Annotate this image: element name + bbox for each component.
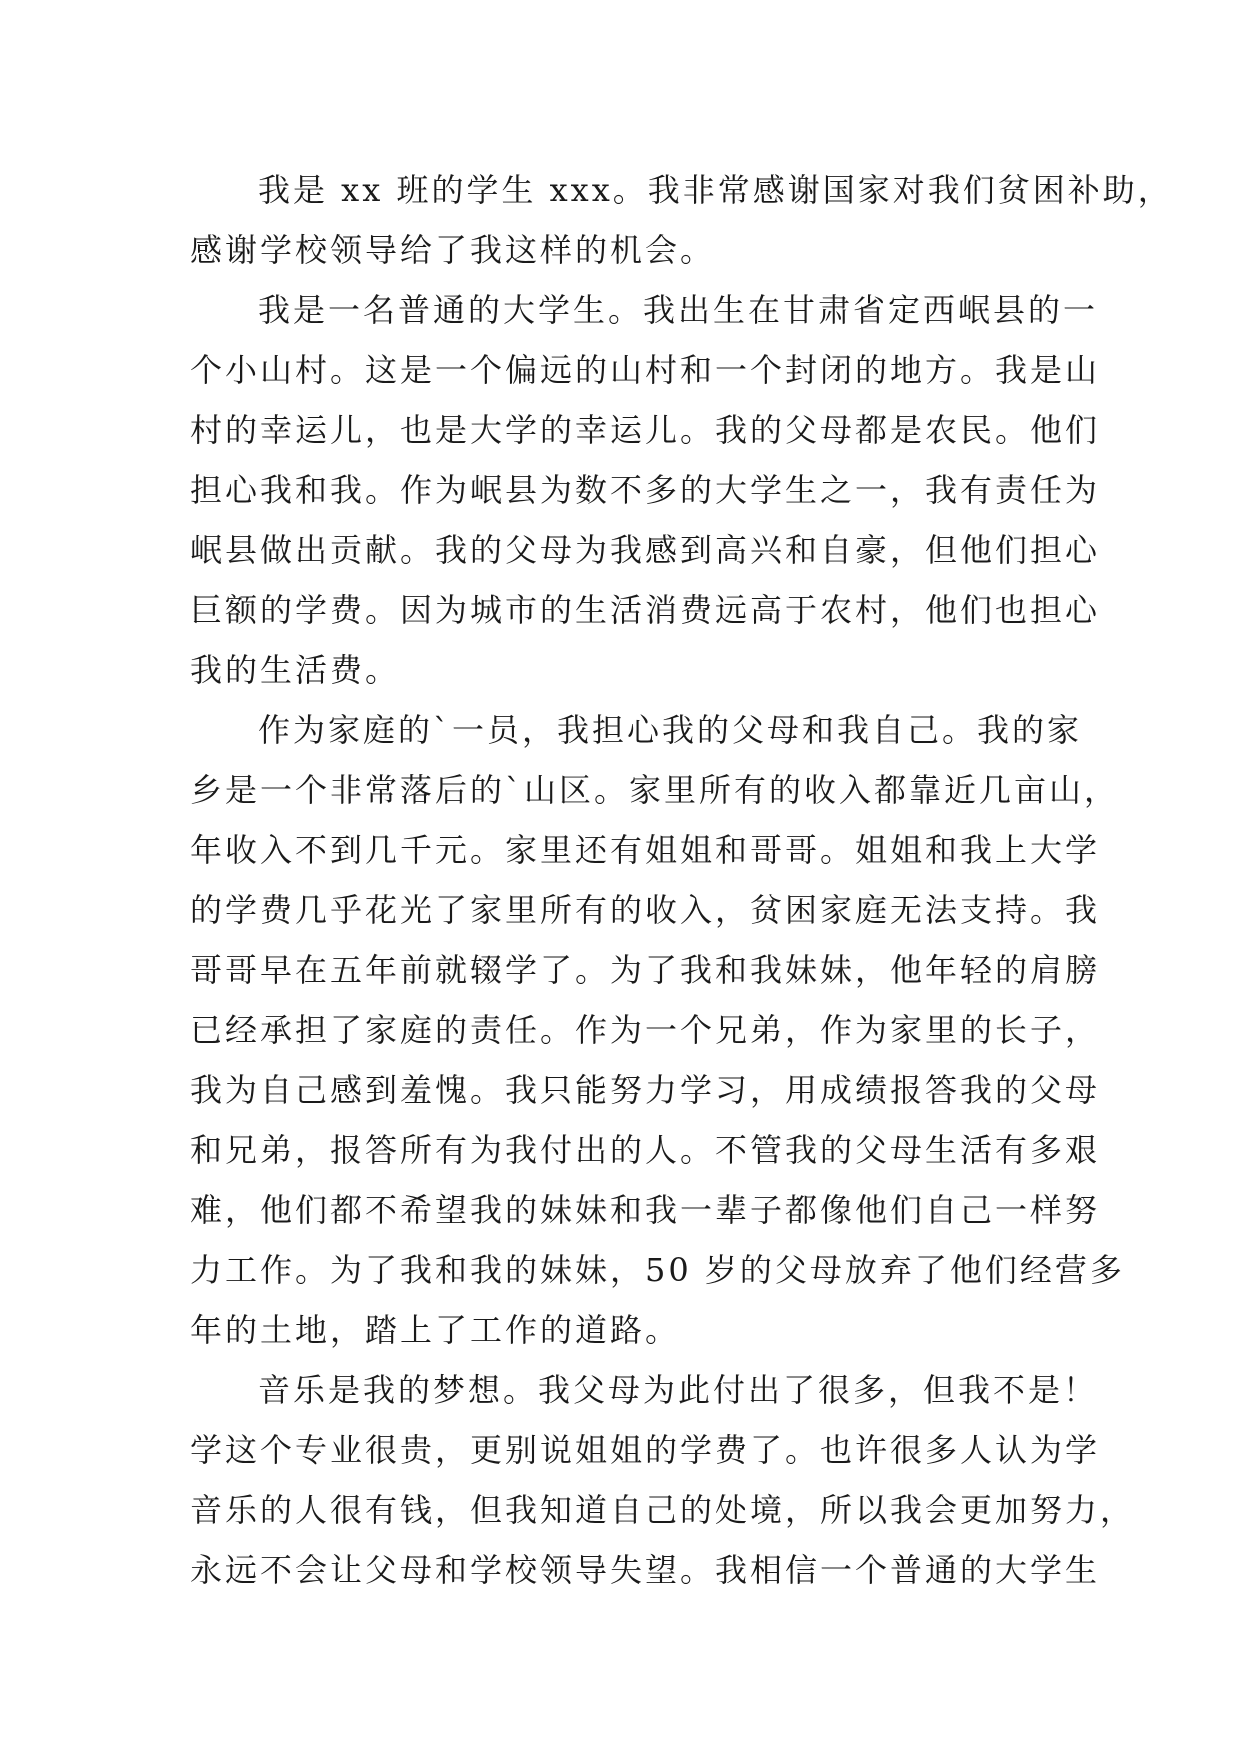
paragraph-4 <box>190 1360 1136 1600</box>
text-line: 作为家庭的`一员，我担心我的父母和我自己。我的家 <box>258 711 1083 749</box>
text-line: 个小山村。这是一个偏远的山村和一个封闭的地方。我是山 <box>190 351 1101 389</box>
text-line: 我是 xx 班的学生 xxx。我非常感谢国家对我们贫困补助， <box>258 171 1173 209</box>
text-line: 音乐是我的梦想。我父母为此付出了很多，但我不是！ <box>258 1371 1099 1409</box>
text-line: 难，他们都不希望我的妹妹和我一辈子都像他们自己一样努 <box>190 1191 1101 1229</box>
text-line: 乡是一个非常落后的`山区。家里所有的收入都靠近几亩山， <box>190 771 1120 809</box>
paragraph-2 <box>190 280 1101 700</box>
text-line: 年的土地，踏上了工作的道路。 <box>190 1311 681 1349</box>
text-line: 担心我和我。作为岷县为数不多的大学生之一，我有责任为 <box>190 471 1101 509</box>
document-body <box>190 160 1173 1600</box>
text-line: 的学费几乎花光了家里所有的收入，贫困家庭无法支持。我 <box>190 891 1101 929</box>
text-line: 巨额的学费。因为城市的生活消费远高于农村，他们也担心 <box>190 591 1101 629</box>
text-line: 力工作。为了我和我的妹妹，50 岁的父母放弃了他们经营多 <box>190 1251 1125 1289</box>
text-line: 年收入不到几千元。家里还有姐姐和哥哥。姐姐和我上大学 <box>190 831 1101 869</box>
text-line: 哥哥早在五年前就辍学了。为了我和我妹妹，他年轻的肩膀 <box>190 951 1101 989</box>
text-line: 已经承担了家庭的责任。作为一个兄弟，作为家里的长子， <box>190 1011 1101 1049</box>
text-line: 岷县做出贡献。我的父母为我感到高兴和自豪，但他们担心 <box>190 531 1101 569</box>
text-line: 村的幸运儿，也是大学的幸运儿。我的父母都是农民。他们 <box>190 411 1101 449</box>
text-line: 我为自己感到羞愧。我只能努力学习，用成绩报答我的父母 <box>190 1071 1101 1109</box>
text-line: 学这个专业很贵，更别说姐姐的学费了。也许很多人认为学 <box>190 1431 1101 1469</box>
text-line: 音乐的人很有钱，但我知道自己的处境，所以我会更加努力， <box>190 1491 1136 1529</box>
paragraph-3 <box>190 700 1125 1360</box>
text-line: 我是一名普通的大学生。我出生在甘肃省定西岷县的一 <box>258 291 1099 329</box>
text-line: 我的生活费。 <box>190 651 401 689</box>
text-line: 永远不会让父母和学校领导失望。我相信一个普通的大学生 <box>190 1551 1101 1589</box>
text-line: 和兄弟，报答所有为我付出的人。不管我的父母生活有多艰 <box>190 1131 1101 1169</box>
paragraph-1 <box>190 160 1173 280</box>
text-line: 感谢学校领导给了我这样的机会。 <box>190 231 716 269</box>
